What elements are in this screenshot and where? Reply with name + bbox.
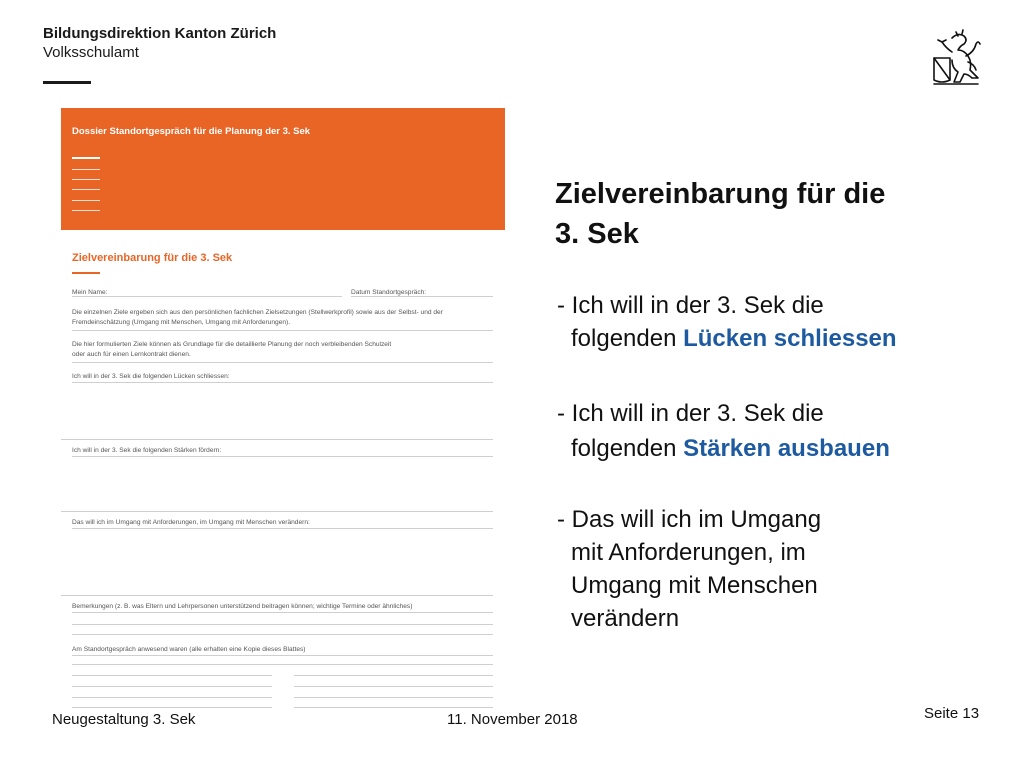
bullet-text: verändern xyxy=(571,605,680,632)
banner-rule xyxy=(72,189,100,190)
banner-rule xyxy=(72,157,100,159)
footer-date: 11. November 2018 xyxy=(447,711,578,728)
present-line xyxy=(294,707,493,708)
bullet-text: mit Anforderungen, im xyxy=(571,539,806,566)
dossier-banner xyxy=(61,108,505,230)
divider-line xyxy=(72,362,493,363)
org-subtitle: Volksschulamt xyxy=(43,44,139,61)
present-line xyxy=(72,707,272,708)
field-strengths-label: Ich will in der 3. Sek die folgenden Stärken fördern: xyxy=(72,447,222,454)
bullet-text: - Ich will in der 3. Sek die xyxy=(557,292,824,319)
page-number: Seite 13 xyxy=(924,705,980,722)
field-strengths-line xyxy=(72,456,493,457)
date-line xyxy=(351,296,493,297)
field-present-label: Am Standortgespräch anwesend waren (alle erhalten eine Kopie dieses Blattes) xyxy=(72,646,306,653)
field-gaps-line xyxy=(72,382,493,383)
intro-text-1: Die einzelnen Ziele ergeben sich aus den persönlichen fachlichen Zielsetzungen (Stellwerkprofil) sowie aus der Selbst- und der xyxy=(72,309,443,316)
banner-rule xyxy=(72,179,100,180)
bullet-gaps xyxy=(557,289,897,355)
divider-line xyxy=(61,595,493,596)
highlight-strengths: Stärken ausbauen xyxy=(683,435,890,462)
bullet-text xyxy=(557,322,897,355)
field-change-label: Das will ich im Umgang mit Anforderungen, im Umgang mit Menschen verändern: xyxy=(72,519,310,526)
dossier-heading-rule xyxy=(72,272,100,274)
header-rule xyxy=(43,81,91,84)
bullet-text-pre: folgenden xyxy=(571,325,684,352)
dossier-heading: Zielvereinbarung für die 3. Sek xyxy=(72,252,233,264)
field-change-line xyxy=(72,528,493,529)
org-title: Bildungsdirektion Kanton Zürich xyxy=(43,25,277,42)
slide-title xyxy=(555,174,885,254)
remarks-line xyxy=(72,612,493,613)
present-line xyxy=(72,664,493,665)
present-line xyxy=(72,697,272,698)
bullet-text: - Das will ich im Umgang xyxy=(557,506,822,533)
banner-rule xyxy=(72,200,100,201)
zurich-lion-coat-of-arms-icon xyxy=(928,28,984,88)
dossier-banner-title: Dossier Standortgespräch für die Planung der 3. Sek xyxy=(72,126,311,137)
plan-text-2: oder auch für einen Lernkontrakt dienen. xyxy=(72,351,191,358)
bullet-text: - Ich will in der 3. Sek die xyxy=(557,400,824,427)
name-line xyxy=(72,296,342,297)
bullet-text: Umgang mit Menschen xyxy=(571,572,818,599)
present-line xyxy=(294,675,493,676)
present-line xyxy=(72,655,493,656)
bullet-change xyxy=(557,503,821,635)
slide-title-line: 3. Sek xyxy=(555,218,639,250)
present-line xyxy=(294,697,493,698)
field-remarks-label: Bemerkungen (z. B. was Eltern und Lehrpersonen unterstützend beitragen können; wichtige Termine oder ähnliches) xyxy=(72,603,413,610)
highlight-gaps: Lücken schliessen xyxy=(683,325,897,352)
plan-text-1: Die hier formulierten Ziele können als Grundlage für die detaillierte Planung der noch verbleibenden Schulzeit xyxy=(72,341,392,348)
intro-text-2: Fremdeinschätzung (Umgang mit Menschen, Umgang mit Anforderungen). xyxy=(72,319,291,326)
footer-title: Neugestaltung 3. Sek xyxy=(52,711,196,728)
banner-rule xyxy=(72,169,100,170)
bullet-text-pre: folgenden xyxy=(571,435,684,462)
bullet-strengths xyxy=(557,397,890,465)
present-line xyxy=(294,686,493,687)
name-label: Mein Name: xyxy=(72,289,108,296)
present-line xyxy=(72,675,272,676)
divider-line xyxy=(61,511,493,512)
divider-line xyxy=(72,330,493,331)
remarks-line xyxy=(72,634,493,635)
field-gaps-label: Ich will in der 3. Sek die folgenden Lücken schliessen: xyxy=(72,373,230,380)
bullet-text xyxy=(557,432,890,465)
slide-title-line: Zielvereinbarung für die xyxy=(555,178,886,210)
divider-line xyxy=(61,439,493,440)
date-label: Datum Standortgespräch: xyxy=(351,289,427,296)
present-line xyxy=(72,686,272,687)
remarks-line xyxy=(72,624,493,625)
banner-rule xyxy=(72,210,100,211)
dossier-page-thumbnail xyxy=(61,108,505,708)
